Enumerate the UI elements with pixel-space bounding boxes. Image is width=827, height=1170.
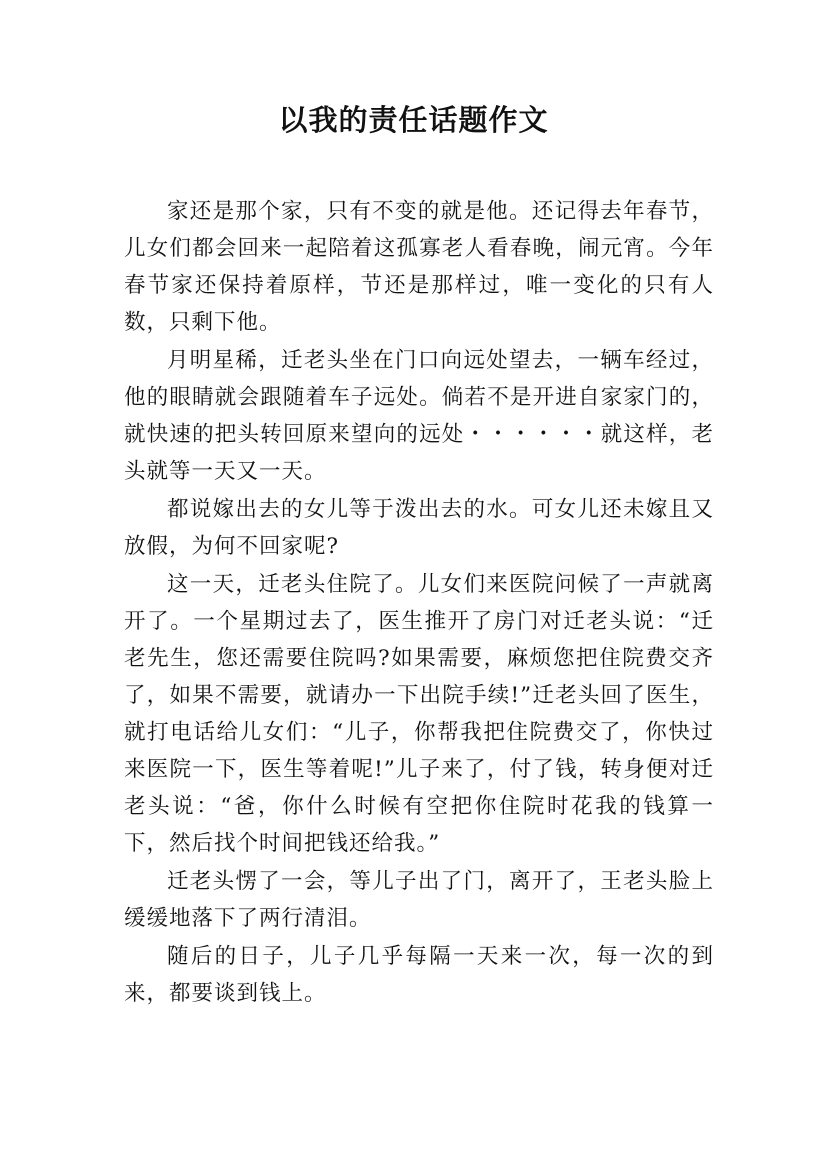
paragraph: 这一天，迁老头住院了。儿女们来医院问候了一声就离开了。一个星期过去了，医生推开了房门对迁老头说：“迁老先生，您还需要住院吗?如果需要，麻烦您把住院费交齐了，如果不需要，就请办一下出院手续!”迁老头回了医生，就打电话给儿女们：“儿子，你帮我把住院费交了，你快过来医院一下，医生等着呢!”儿子来了，付了钱，转身便对迁老头说：“爸，你什么时候有空把你住院时花我的钱算一下，然后找个时间把钱还给我。” [124, 572, 714, 856]
paragraph: 随后的日子，儿子几乎每隔一天来一次，每一次的到来，都要谈到钱上。 [124, 944, 714, 1006]
document-title: 以我的责任话题作文 [278, 103, 549, 137]
paragraph: 家还是那个家，只有不变的就是他。还记得去年春节，儿女们都会回来一起陪着这孤寡老人看春晚，闹元宵。今年春节家还保持着原样，节还是那样过，唯一变化的只有人数，只剩下他。 [124, 199, 714, 335]
paragraph: 月明星稀，迁老头坐在门口向远处望去，一辆车经过，他的眼睛就会跟随着车子远处。倘若不是开进自家家门的，就快速的把头转回原来望向的远处・・・・・・就这样，老头就等一天又一天。 [124, 348, 714, 484]
paragraph: 迁老头愣了一会，等儿子出了门，离开了，王老头脸上缓缓地落下了两行清泪。 [124, 869, 714, 931]
document-body [124, 193, 714, 1013]
paragraph: 都说嫁出去的女儿等于泼出去的水。可女儿还未嫁且又放假，为何不回家呢? [124, 497, 714, 559]
